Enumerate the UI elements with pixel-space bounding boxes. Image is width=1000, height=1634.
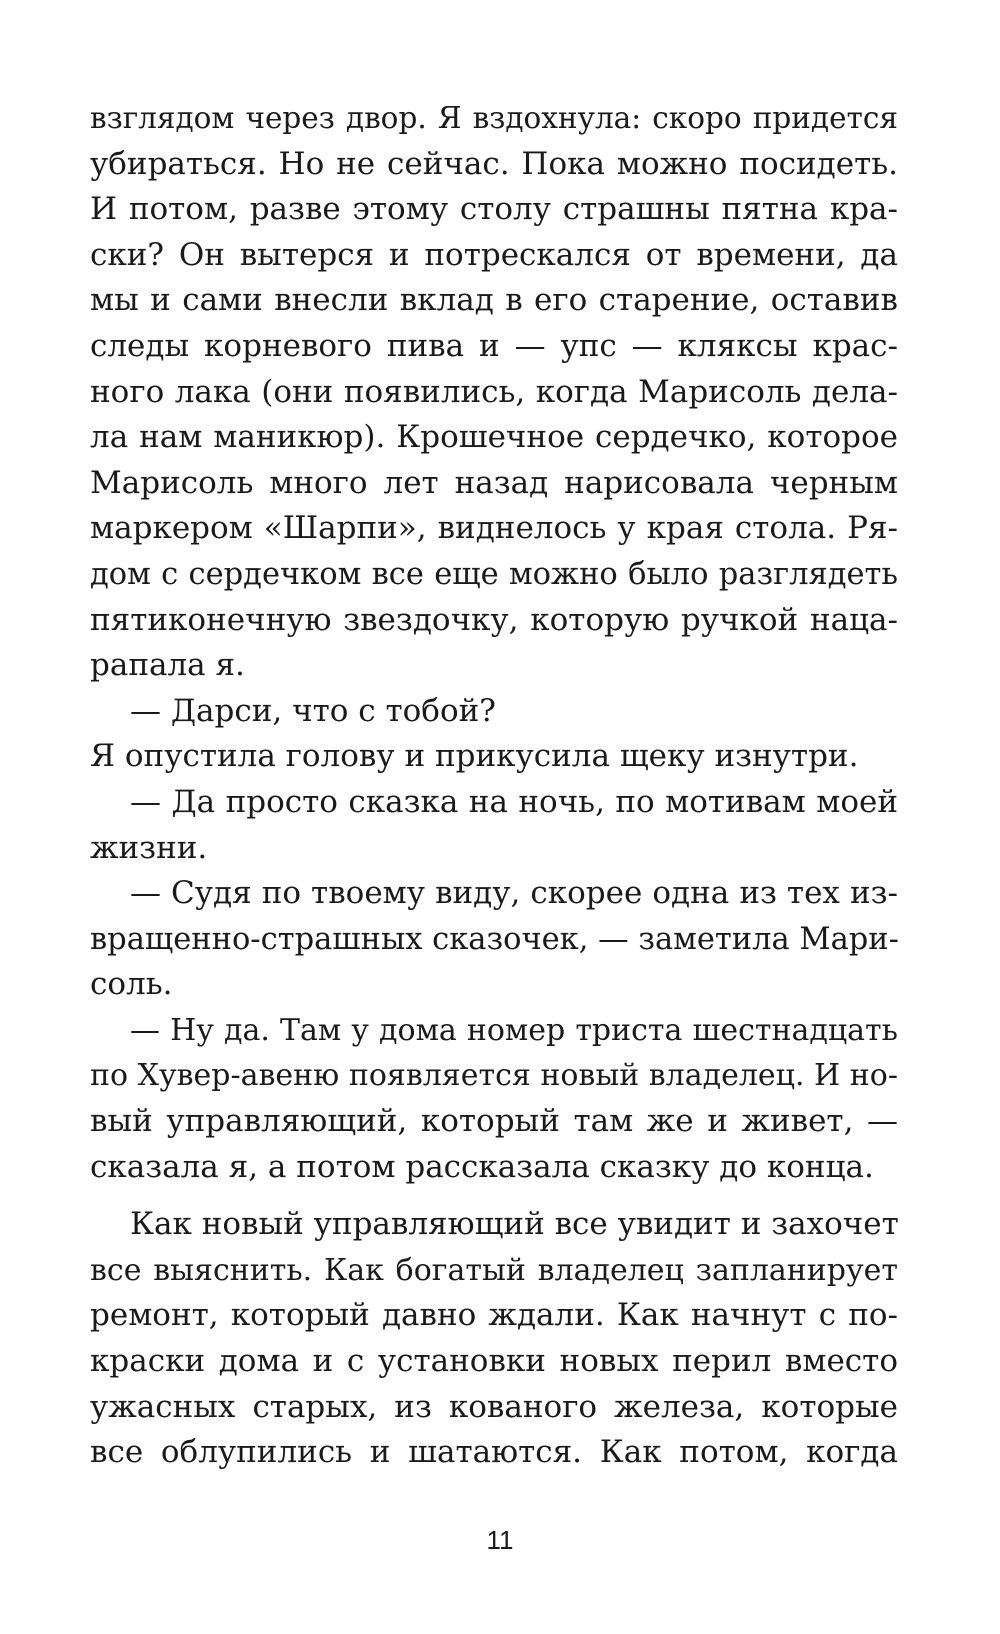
text-line: И потом, разве этому столу страшны пятна кра- xyxy=(90,191,898,228)
text-line: ужасных старых, из кованого железа, которые xyxy=(90,1388,898,1425)
text-line: Марисоль много лет назад нарисовала черным xyxy=(90,464,898,501)
text-line: — Дарси, что с тобой? xyxy=(130,692,496,729)
text-line: пятиконечную звездочку, которую ручкой наца- xyxy=(90,601,898,638)
text-line: — Ну да. Там у дома номер триста шестнадцать xyxy=(130,1012,898,1048)
text-line: дом с сердечком все еще можно было разглядеть xyxy=(90,556,898,592)
text-line: маркером «Шарпи», виднелось у края стола. Ря- xyxy=(90,510,898,547)
text-line: Как новый управляющий все увидит и захочет xyxy=(130,1206,899,1243)
text-line: ного лака (они появились, когда Марисоль дела- xyxy=(90,373,898,410)
text-line: все выяснить. Как богатый владелец запланирует xyxy=(90,1252,898,1288)
text-line: вращенно-страшных сказочек, — заметила Мари- xyxy=(90,921,899,957)
page-number: 11 xyxy=(486,1525,514,1555)
text-line: — Судя по твоему виду, скорее одна из тех из- xyxy=(130,875,898,912)
paragraph-gap xyxy=(90,1190,898,1202)
text-line: краски дома и с установки новых перил вместо xyxy=(90,1343,898,1380)
text-line: соль. xyxy=(90,966,173,1003)
text-line: — Да просто сказка на ночь, по мотивам моей xyxy=(130,783,898,820)
text-line: следы корневого пива и — упс — кляксы крас- xyxy=(90,327,898,364)
text-line: взглядом через двор. Я вздохнула: скоро придется xyxy=(90,101,898,135)
text-line: Я опустила голову и прикусила щеку изнутри. xyxy=(90,738,859,775)
text-line: ремонт, который давно ждали. Как начнут с по- xyxy=(90,1297,898,1334)
text-line: ски? Он вытерся и потрескался от времени, да xyxy=(90,236,898,273)
text-line: мы и сами внесли вклад в его старение, оставив xyxy=(90,282,898,319)
text-line: рапала я. xyxy=(90,647,245,684)
text-line: убираться. Но не сейчас. Пока можно посидеть. xyxy=(90,145,898,182)
text-line: жизни. xyxy=(90,829,208,866)
text-line: ла нам маникюр). Крошечное сердечко, которое xyxy=(90,419,898,456)
text-line: сказала я, а потом рассказала сказку до конца. xyxy=(90,1148,874,1185)
page-body xyxy=(90,96,898,1476)
text-line: по Хувер-авеню появляется новый владелец. И но- xyxy=(90,1058,898,1094)
text-line: вый управляющий, который там же и живет, — xyxy=(90,1103,898,1140)
text-line: все облупились и шатаются. Как потом, когда xyxy=(90,1434,898,1471)
